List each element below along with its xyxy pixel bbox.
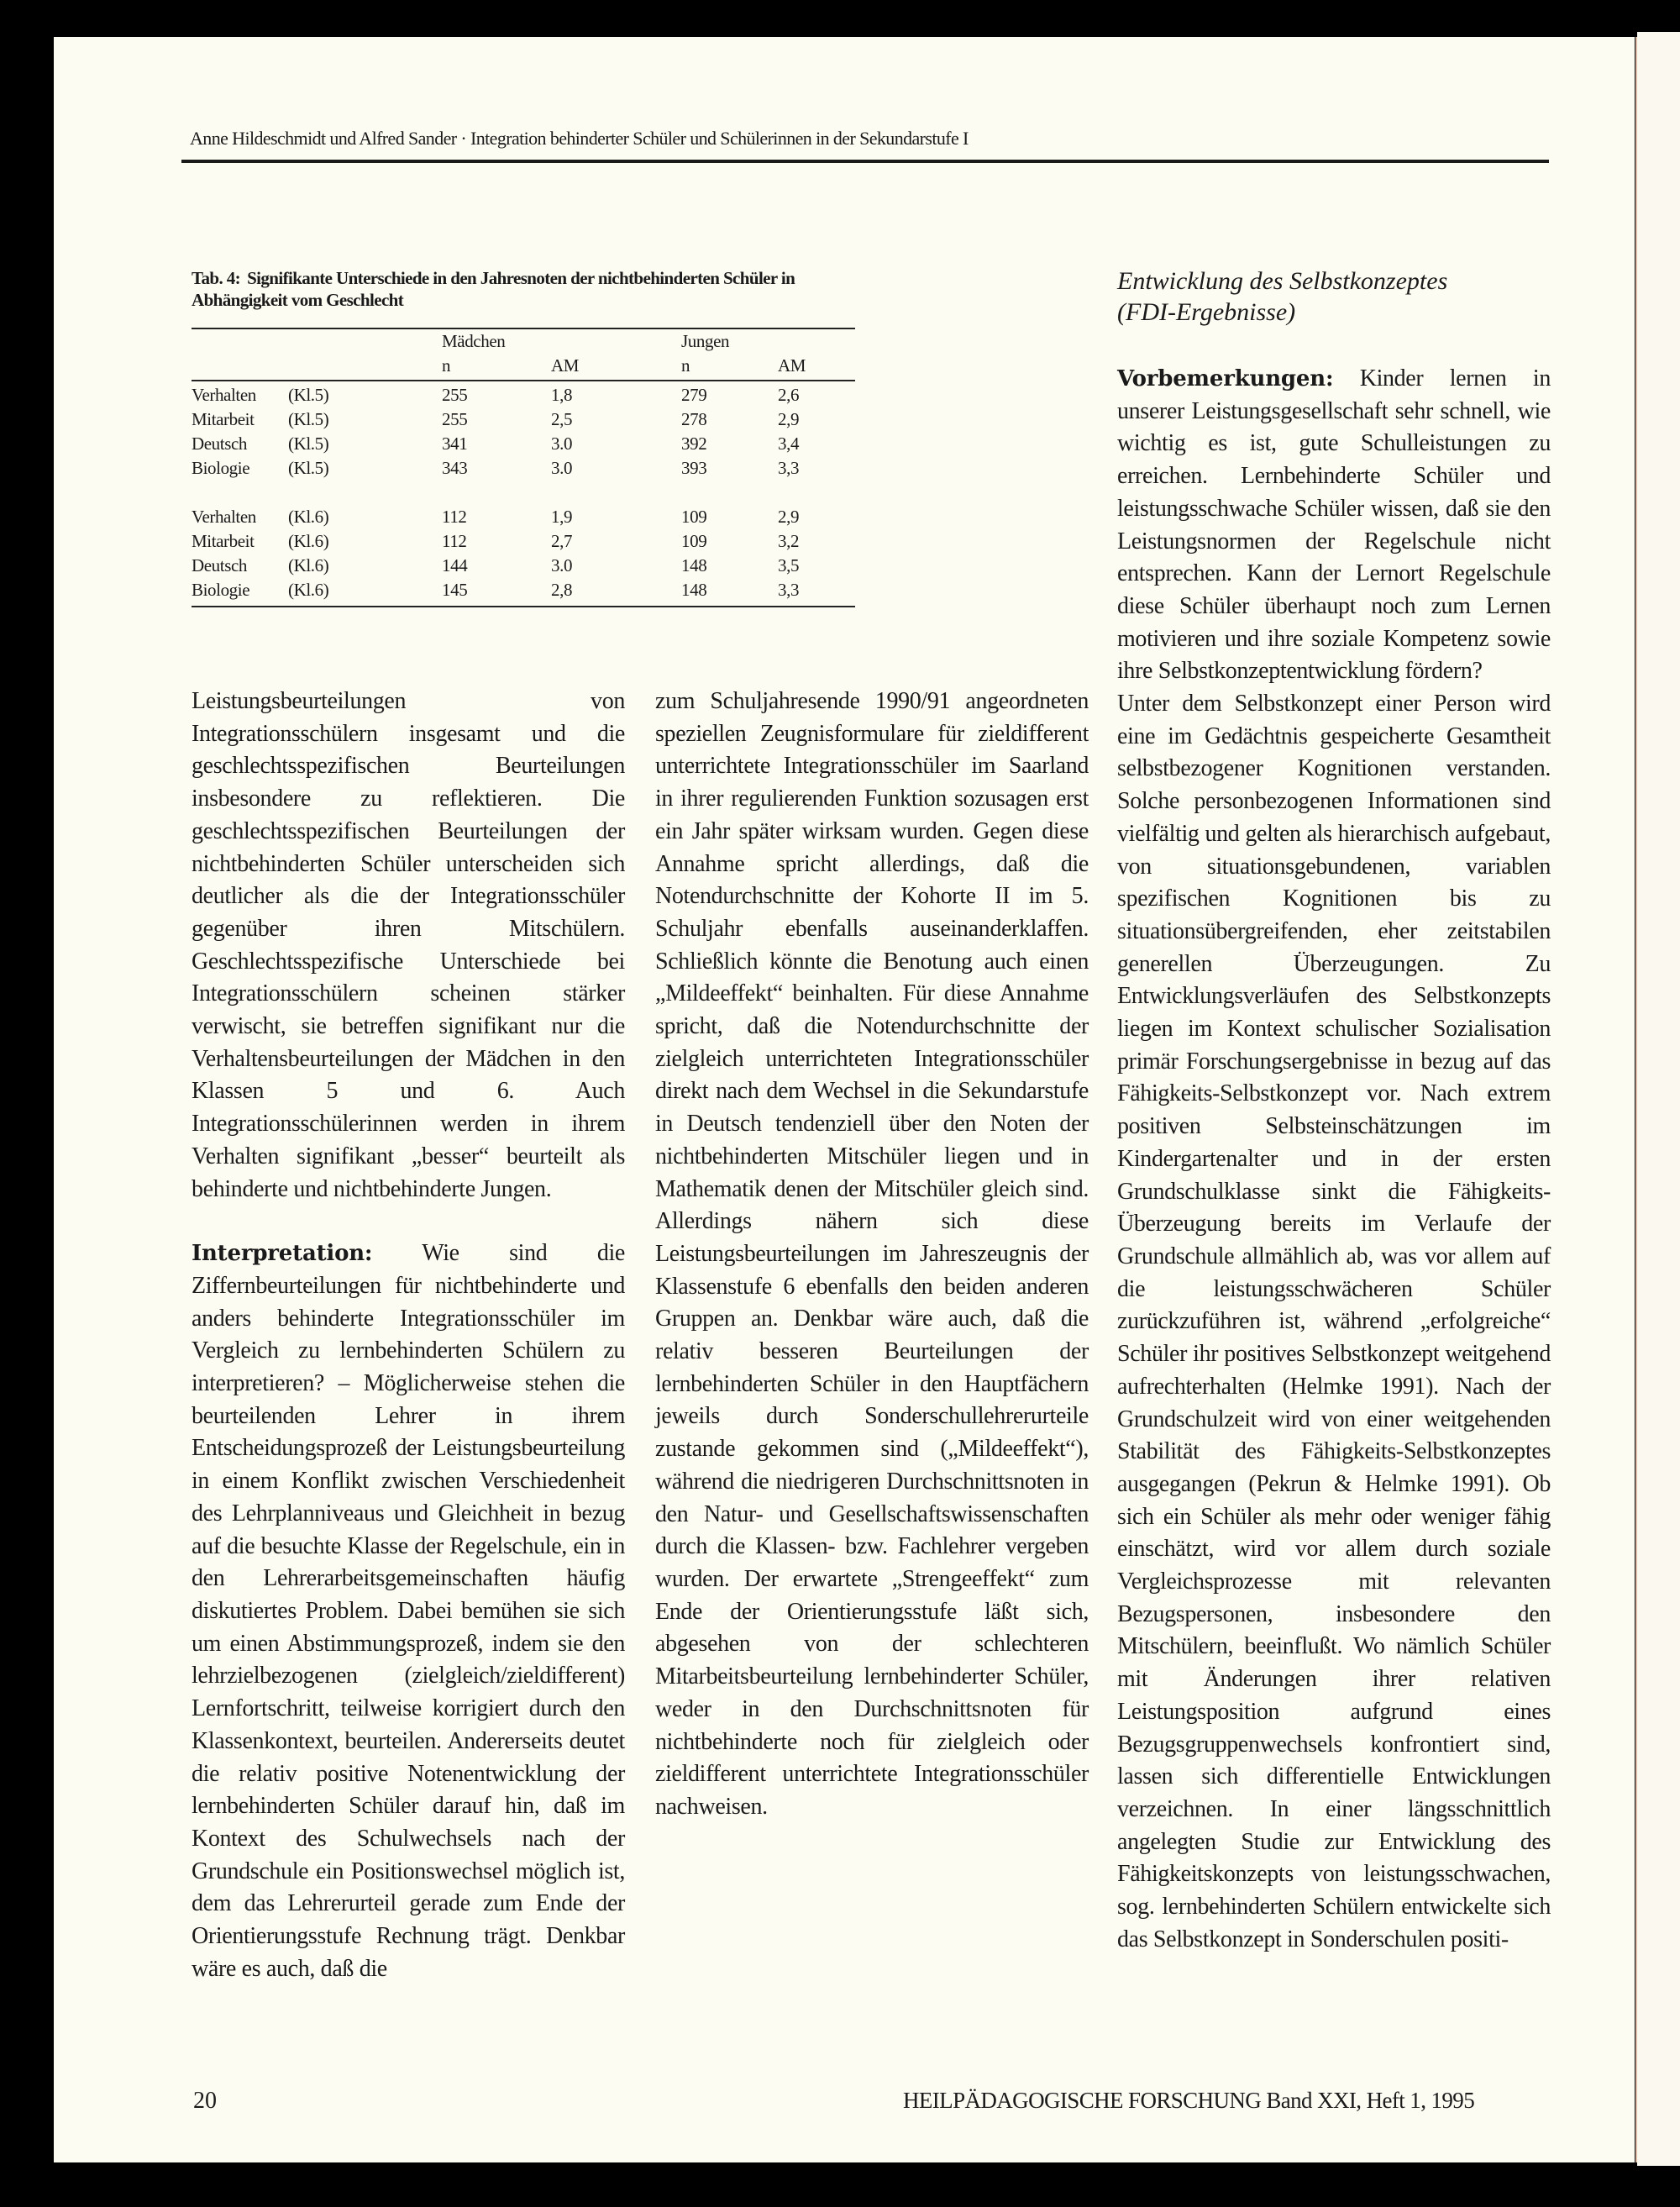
journal-footer: HEILPÄDAGOGISCHE FORSCHUNG Band XXI, Heft 1, 1995 [903, 2088, 1475, 2113]
page-number: 20 [193, 2088, 217, 2114]
text-column-left [192, 686, 625, 1985]
text-column-middle [655, 686, 1089, 1824]
table-row: Mitarbeit (Kl.6) 112 2,7 109 3,2 [192, 531, 800, 551]
page-fold-line [1635, 37, 1637, 2162]
header-girls-am: AM [551, 355, 580, 376]
grades-table [192, 329, 855, 602]
table-bottom-rule [192, 606, 855, 607]
header-rule [181, 160, 1549, 163]
running-head: Anne Hildeschmidt und Alfred Sander · Integration behinderter Schüler und Schülerinnen in der Sekundarstufe I [190, 128, 969, 149]
table-header-rule [192, 380, 855, 381]
table-row: Biologie (Kl.5) 343 3.0 393 3,3 [192, 458, 800, 478]
table-caption [192, 267, 855, 311]
paragraph-lead: Interpretation: [192, 1241, 373, 1267]
table-row: Biologie (Kl.6) 145 2,8 148 3,3 [192, 580, 800, 600]
paragraph: zum Schuljahresende 1990/91 angeordneten speziellen Zeugnisformulare für zieldifferent unterrichtete Integrationsschüler im Saarland in ihrer regulierenden Funktion sozusagen erst ein Jahr später wirksam wurden. Gegen diese Annahme spricht allerdings, daß die Notendurchschnitte der Kohorte II im 5. Schuljahr ebenfalls auseinanderklaffen. Schließlich könnte die Benotung auch einen „Mildeeffekt“ beinhalten. Für diese Annahme spricht, daß die Notendurchschnitte der zielgleich unterrichteten Integrationsschüler direkt nach dem Wechsel in die Sekundarstufe in Deutsch tendenziell über den Noten der nichtbehinderten Mitschüler liegen und in Mathematik denen der Mitschüler gleich sind. Allerdings nähern sich diese Leistungsbeurteilungen im Jahreszeugnis der Klassenstufe 6 ebenfalls den beiden anderen Gruppen an. Denkbar wäre auch, daß die relativ besseren Beurteilungen der lernbehinderten Schüler in den Hauptfächern jeweils durch Sonderschullehrerurteile zustande gekommen sind („Mildeeffekt“), während die niedrigeren Durchschnittsnoten in den Natur- und Gesellschaftswissenschaften durch die Klassen- bzw. Fachlehrer vergeben wurden. Der erwartete „Strengeeffekt“ zum Ende der Orientierungsstufe läßt sich, abgesehen von der schlechteren Mitarbeitsbeurteilung lernbehinderter Schüler, weder in den Durchschnittsnoten für nichtbehinderte noch für zielgleich oder zieldifferent unterrichtete Integrationsschüler nachweisen. [655, 688, 1089, 1820]
paragraph-vorbemerkungen: Vorbemerkungen: Kinder lernen in unserer Leistungsgesellschaft sehr schnell, wie wichtig es ist, gute Schulleistungen zu erreichen. Lernbehinderte Schüler und leistungsschwache Schüler wissen, daß sie den Leistungsnormen der Regelschule nicht entsprechen. Kann der Lernort Regelschule diese Schüler überhaupt noch zum Lernen motivieren und ihre soziale Kompetenz sowie ihre Selbstkonzeptentwicklung fördern? [1117, 365, 1551, 685]
adjacent-page-edge [1637, 32, 1680, 2166]
table-row: Verhalten (Kl.6) 112 1,9 109 2,9 [192, 507, 800, 527]
header-girls-n: n [442, 355, 451, 376]
table-row: Deutsch (Kl.6) 144 3.0 148 3,5 [192, 555, 800, 575]
header-girls: Mädchen [442, 331, 506, 351]
table-row: Verhalten (Kl.5) 255 1,8 279 2,6 [192, 385, 800, 405]
paragraph-interpretation: Interpretation: Wie sind die Ziffernbeurteilungen für nichtbehinderte und anders behinderte Integrationsschüler im Vergleich zu lernbehinderten Schülern zu interpretieren? – Möglicherweise stehen die beurteilenden Lehrer in ihrem Entscheidungsprozeß der Leistungsbeurteilung in einem Konflikt zwischen Verschiedenheit des Lehrplanniveaus und Gleichheit in bezug auf die besuchte Klasse der Regelschule, ein in den Lehrerarbeitsgemeinschaften häufig diskutiertes Problem. Dabei bemühen sie sich um einen Abstimmungsprozeß, indem sie den lehrzielbezogenen (zielgleich/zieldifferent) Lernfortschritt, teilweise korrigiert durch den Klassenkontext, beurteilen. Andererseits deutet die relativ positive Notenentwicklung der lernbehinderten Schüler darauf hin, daß im Kontext des Schulwechsels nach der Grundschule ein Positionswechsel möglich ist, dem das Lehrerurteil gerade zum Ende der Orientierungsstufe Rechnung trägt. Denkbar wäre es auch, daß die [192, 1240, 625, 1982]
table-4 [192, 267, 855, 607]
text-column-right [1117, 329, 1551, 1956]
paragraph-lead: Vorbemerkungen: [1117, 366, 1334, 391]
table-row: Mitarbeit (Kl.5) 255 2,5 278 2,9 [192, 409, 800, 429]
paragraph: Unter dem Selbstkonzept einer Person wird eine im Gedächtnis gespeicherte Gesamtheit selbstbezogener Kognitionen verstanden. Solche personbezogenen Informationen sind vielfältig und gelten als hierarchisch aufgebaut, von situationsgebundenen, variablen spezifischen Kognitionen bis zu situationsübergreifenden, eher zeitstabilen generellen Überzeugungen. Zu Entwicklungsverläufen des Selbstkonzepts liegen im Kontext schulischer Sozialisation primär Forschungsergebnisse in bezug auf das Fähigkeits-Selbstkonzept vor. Nach extrem positiven Selbsteinschätzungen im Kindergartenalter und in der ersten Grundschulklasse sinkt die Fähigkeits-Überzeugung bereits im Verlaufe der Grundschule allmählich ab, was vor allem auf die leistungsschwächeren Schüler zurückzuführen ist, während „erfolgreiche“ Schüler ihr positives Selbstkonzept weitgehend aufrechterhalten (Helmke 1991). Nach der Grundschulzeit wird von einer weitgehenden Stabilität des Fähigkeits-Selbstkonzeptes ausgegangen (Pekrun & Helmke 1991). Ob sich ein Schüler als mehr oder weniger fähig einschätzt, wird vor allem durch soziale Vergleichsprozesse mit relevanten Bezugspersonen, insbesondere den Mitschülern, beeinflußt. Wo nämlich Schüler mit Änderungen ihrer relativen Leistungsposition aufgrund eines Bezugsgruppenwechsels konfrontiert sind, lassen sich differentielle Entwicklungen verzeichnen. In einer längsschnittlich angelegten Studie zur Entwicklung des Fähigkeitskonzepts von leistungsschwachen, sog. lernbehinderten Schülern entwickelte sich das Selbstkonzept in Sonderschulen positi- [1117, 691, 1551, 1952]
table-label: Tab. 4: [192, 268, 241, 288]
header-boys-n: n [681, 355, 690, 376]
table-caption-text: Signifikante Unterschiede in den Jahresnoten der nichtbehinderten Schüler in Abhängigkeit vom Geschlecht [192, 268, 795, 310]
header-boys: Jungen [681, 331, 730, 351]
paragraph: Leistungsbeurteilungen von Integrationsschülern insgesamt und die geschlechtsspezifischen Beurteilungen insbesondere zu reflektieren. Die geschlechtsspezifischen Beurteilungen der nichtbehinderten Schüler unterscheiden sich deutlicher als die der Integrationsschüler gegenüber ihren Mitschülern. Geschlechtsspezifische Unterschiede bei Integrationsschülern scheinen stärker verwischt, sie betreffen signifikant nur die Verhaltensbeurteilungen der Mädchen in den Klassen 5 und 6. Auch Integrationsschülerinnen werden in ihrem Verhalten signifikant „besser“ beurteilt als behinderte und nichtbehinderte Jungen. [192, 688, 625, 1202]
table-row: Deutsch (Kl.5) 341 3.0 392 3,4 [192, 434, 800, 454]
header-boys-am: AM [778, 355, 806, 376]
section-heading: Entwicklung des Selbstkonzeptes (FDI-Ergebnisse) [1117, 267, 1448, 326]
